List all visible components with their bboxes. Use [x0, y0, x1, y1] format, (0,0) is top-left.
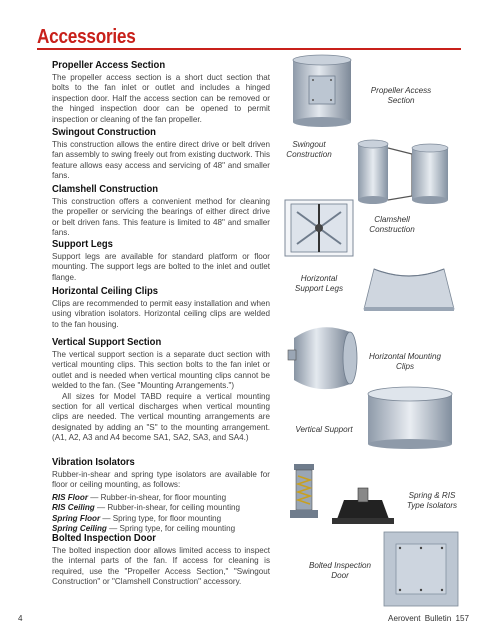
section-propeller-access	[52, 59, 270, 125]
propeller-access-section-image	[287, 52, 357, 130]
caption-bolted-door: Bolted Inspection Door	[308, 561, 372, 580]
section-heading: Support Legs	[52, 238, 113, 250]
isolator-desc: — Spring type, for ceiling mounting	[106, 524, 236, 534]
title-rule	[37, 48, 461, 50]
section-heading: Swingout Construction	[52, 126, 156, 138]
caption-propeller: Propeller Access Section	[370, 86, 432, 105]
bolted-inspection-door-image	[382, 530, 460, 608]
isolator-term: Spring Ceiling	[52, 524, 107, 534]
section-heading: Vertical Support Section	[52, 336, 162, 348]
section-ceiling-clips	[52, 285, 270, 330]
isolators-image	[286, 460, 396, 528]
section-vertical-support	[52, 336, 270, 444]
caption-clamshell: Clamshell Construction	[369, 215, 415, 234]
section-body: All sizes for Model TABD require a vertical mounting section for all vertical discharges when vertical mounting clips are needed. The vertical mounting arrangements are designated by adding an "S" to the mounting arrangement. (A1, A2, A3 and A4 become SA1, SA2, SA3, and SA4.)	[52, 391, 270, 443]
isolator-term: RIS Floor	[52, 492, 88, 502]
footer-text: Aerovent Bulletin 157	[388, 614, 469, 623]
caption-vertical-support: Vertical Support	[295, 425, 353, 434]
isolator-term: RIS Ceiling	[52, 503, 95, 513]
section-body: Support legs are available for standard platform or floor mounting. The support legs are bolted to the inlet and outlet flange.	[52, 252, 270, 282]
section-body: Rubber-in-shear and spring type isolators are available for floor or ceiling mounting, as follows:	[52, 470, 270, 490]
list-item	[52, 503, 270, 513]
section-vibration-isolators	[52, 456, 270, 534]
caption-swingout: Swingout Construction	[286, 140, 332, 159]
isolator-desc: — Rubber-in-shear, for ceiling mounting	[94, 503, 241, 513]
horizontal-support-legs-image	[360, 265, 458, 313]
section-heading: Bolted Inspection Door	[52, 532, 156, 544]
isolator-list	[52, 493, 270, 535]
section-clamshell	[52, 183, 270, 239]
section-heading: Propeller Access Section	[52, 59, 166, 71]
section-body: Clips are recommended to permit easy installation and when using vibration isolators. Horizontal ceiling clips are welded to the fan housing.	[52, 299, 270, 329]
section-support-legs	[52, 238, 270, 283]
section-body: The vertical support section is a separate duct section with vertical mounting clips. This section bolts to the fan inlet or outlet and is needed when vertical mounting clips cannot be welded to the fan. (See "Mounting Arrangements.")	[52, 350, 270, 391]
section-swingout	[52, 126, 270, 182]
section-heading: Horizontal Ceiling Clips	[52, 285, 159, 297]
section-body: This construction allows the entire direct drive or belt driven fan assembly to swing freely out from existing ductwork. This feature allows easy access and servicing of 48" and smaller fans.	[52, 140, 270, 181]
page-title: Accessories	[37, 26, 136, 48]
section-heading: Clamshell Construction	[52, 183, 159, 195]
clamshell-construction-image	[283, 198, 355, 258]
caption-support-legs: Horizontal Support Legs	[294, 274, 344, 293]
section-bolted-door	[52, 532, 270, 588]
isolator-desc: — Spring type, for floor mounting	[100, 513, 222, 523]
page-number: 4	[18, 614, 23, 623]
isolator-desc: — Rubber-in-shear, for floor mounting	[87, 492, 227, 502]
section-body: This construction offers a convenient method for cleaning the propeller or servicing the bearings of either direct drive or belt driven fans. This feature is limited to 48" and smaller fans.	[52, 197, 270, 238]
caption-mounting-clips: Horizontal Mounting Clips	[369, 352, 441, 371]
section-body: The bolted inspection door allows limited access to inspect the internal parts of the fan. If access for cleaning is required, use the "Propeller Access Section," "Swingout Construction" or "Clamshell Construction" accessory.	[52, 546, 270, 587]
section-body: The propeller access section is a short duct section that bolts to the fan inlet or outlet and includes a hinged inspection door. Half the access section can be removed or the hinged inspection door can be opened to permit inspection or cleaning of the fan propeller.	[52, 73, 270, 124]
vertical-support-image	[364, 384, 456, 450]
list-item	[52, 493, 270, 503]
swingout-construction-image	[352, 134, 456, 210]
isolator-term: Spring Floor	[52, 513, 101, 523]
caption-isolators: Spring & RIS Type Isolators	[406, 491, 458, 510]
list-item	[52, 514, 270, 524]
horizontal-mounting-clips-image	[286, 318, 360, 400]
section-heading: Vibration Isolators	[52, 456, 135, 468]
